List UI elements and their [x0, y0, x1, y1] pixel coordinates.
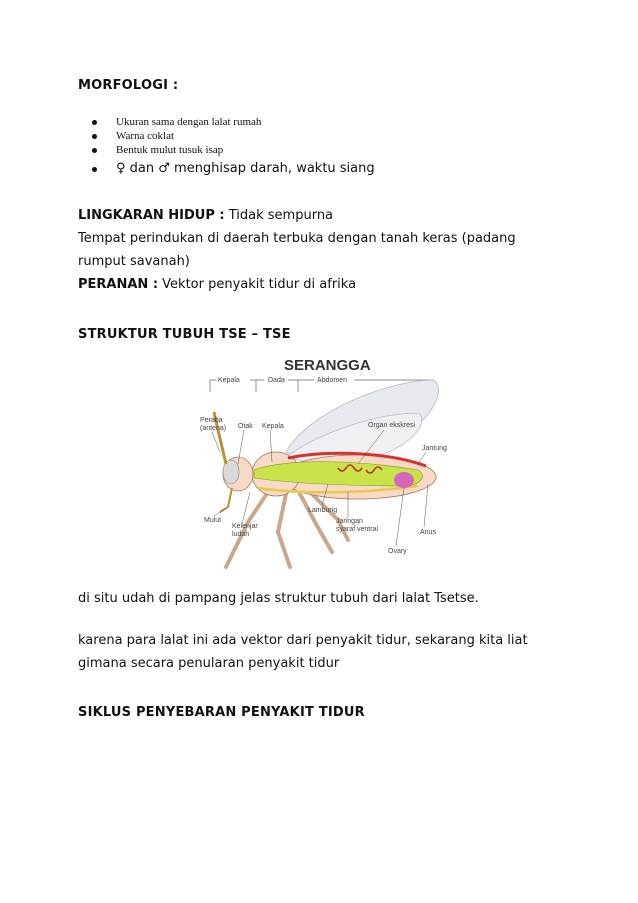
label-organ-ekskresi: Organ ekskresi — [368, 422, 416, 429]
label-ovary: Ovary — [388, 548, 407, 555]
struktur-heading: STRUKTUR TUBUH TSE – TSE — [78, 327, 291, 342]
lingkaran-hidup-line — [78, 205, 558, 226]
list-item — [92, 159, 375, 179]
label-dada: Dada — [268, 377, 285, 384]
label-jaringan-2: syaraf ventral — [336, 526, 379, 533]
label-jaringan-1: Jaringan — [336, 518, 363, 525]
insect-diagram — [198, 352, 448, 572]
label-antena: (antena) — [200, 425, 227, 432]
list-item-text: Ukuran sama dengan lalat rumah — [116, 116, 262, 128]
caption-2-line-1: karena para lalat ini ada vektor dari penyakit tidur, sekarang kita liat — [78, 633, 528, 648]
morfologi-heading: MORFOLOGI : — [78, 78, 179, 93]
label-kepala-top: Kepala — [218, 377, 240, 384]
caption-1: di situ udah di pampang jelas struktur tubuh dari lalat Tsetse. — [78, 591, 479, 606]
list-item — [92, 115, 375, 129]
tempat-line-1: Tempat perindukan di daerah terbuka dengan tanah keras (padang — [78, 231, 516, 246]
bullet-icon — [92, 148, 97, 153]
list-item-text: ♀ dan ♂ menghisap darah, waktu siang — [116, 161, 375, 176]
bullet-icon — [92, 134, 97, 139]
bullet-icon — [92, 167, 97, 172]
label-jantung: Jantung — [422, 445, 447, 452]
label-lambung: Lambung — [308, 507, 338, 514]
siklus-heading: SIKLUS PENYEBARAN PENYAKIT TIDUR — [78, 705, 365, 720]
list-item-text: Warna coklat — [116, 130, 175, 142]
bullet-icon — [92, 120, 97, 125]
label-kelenjar-2: ludah — [232, 531, 250, 538]
lingkaran-value: Tidak sempurna — [224, 208, 334, 223]
caption-2-line-2: gimana secara penularan penyakit tidur — [78, 656, 340, 671]
list-item — [92, 143, 375, 157]
list-item-text: Bentuk mulut tusuk isap — [116, 144, 224, 156]
label-kepala: Kepala — [262, 423, 284, 430]
wing-shapes — [286, 380, 439, 464]
label-peraba: Peraba — [200, 417, 223, 424]
label-otak: Otak — [238, 423, 253, 430]
figure-title: SERANGGA — [284, 357, 371, 374]
peranan-line — [78, 274, 558, 295]
lingkaran-label: LINGKARAN HIDUP : — [78, 208, 225, 223]
label-anus: Anus — [420, 529, 436, 536]
tempat-line-2: rumput savanah) — [78, 254, 190, 269]
peranan-value: Vektor penyakit tidur di afrika — [158, 277, 357, 292]
label-mulut: Mulut — [204, 517, 222, 524]
label-abdomen: Abdomen — [317, 377, 347, 384]
peranan-label: PERANAN : — [78, 277, 159, 292]
morfologi-list — [92, 115, 375, 179]
list-item — [92, 129, 375, 143]
label-kelenjar-1: Kelenjar — [232, 523, 258, 530]
